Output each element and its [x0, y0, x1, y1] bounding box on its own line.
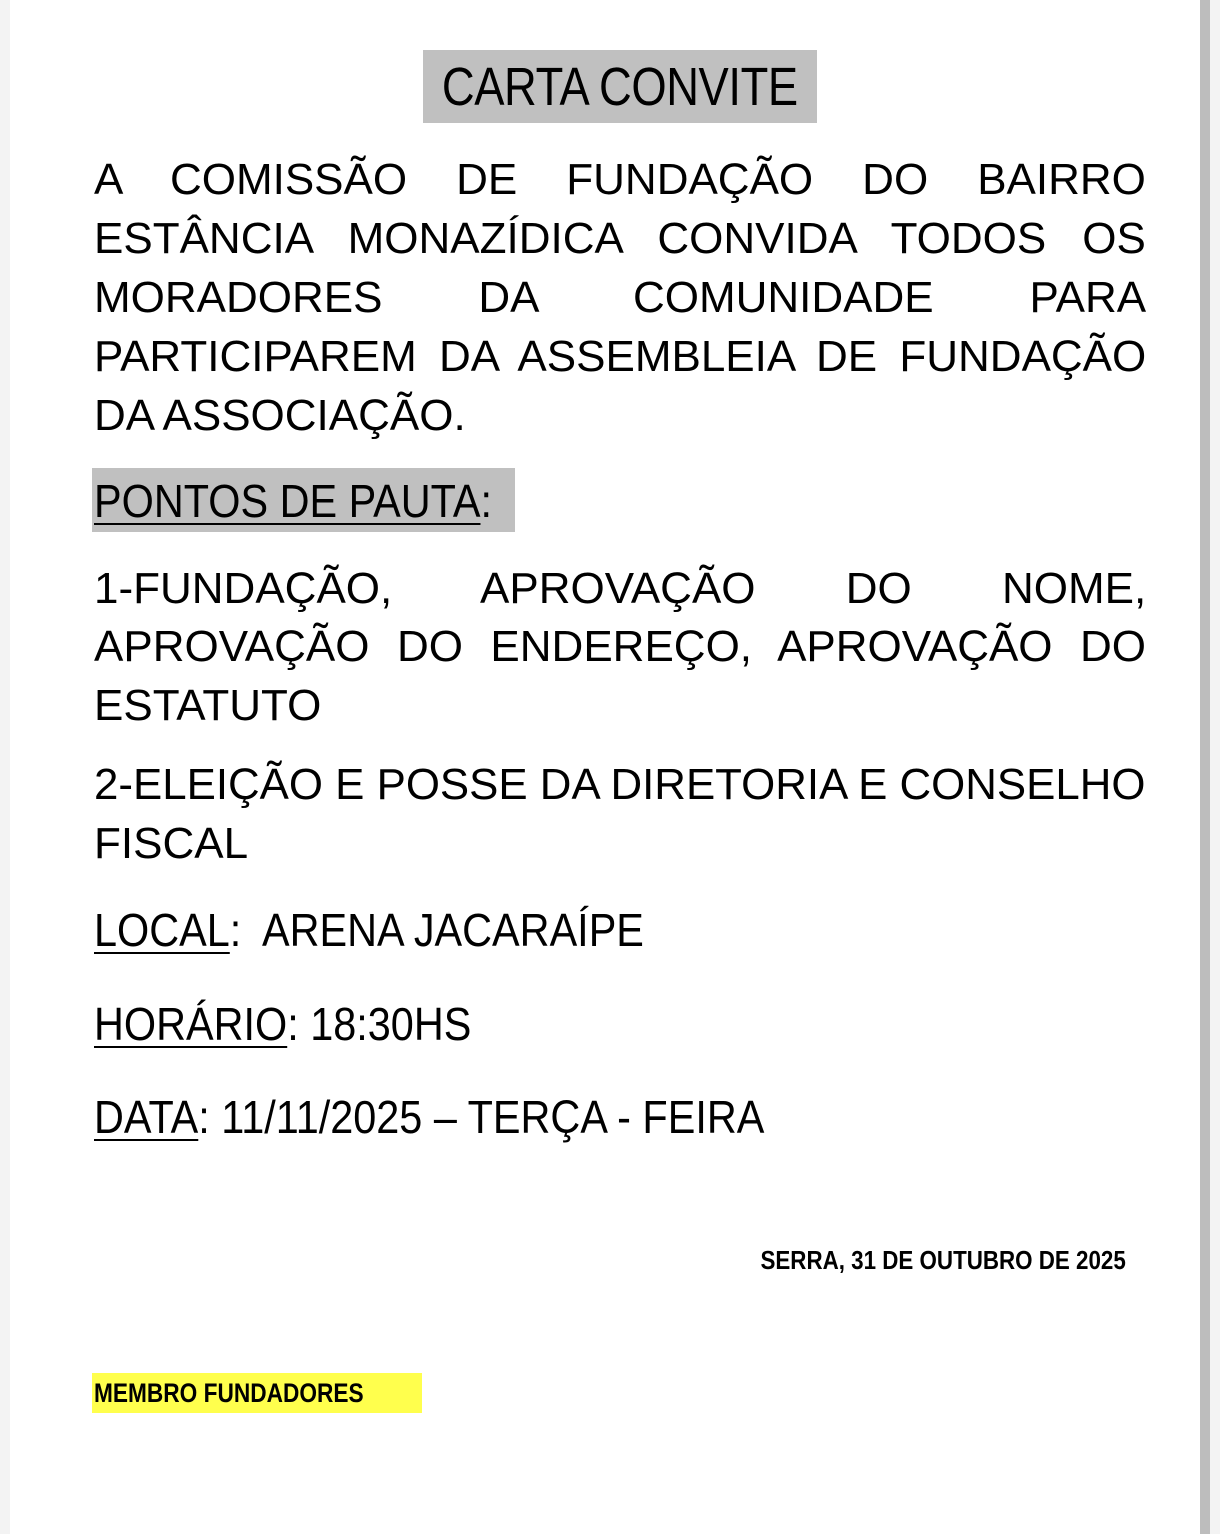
- agenda-item-1-line: ESTATUTO: [94, 681, 322, 730]
- document-title: [423, 50, 817, 123]
- date-label: DATA: [94, 1091, 199, 1143]
- place-date: SERRA, 31 DE OUTUBRO DE 2025: [760, 1245, 1126, 1275]
- signature-highlight: [92, 1373, 422, 1413]
- intro-line: DA ASSOCIAÇÃO.: [94, 391, 466, 440]
- document-page: [10, 0, 1210, 1534]
- agenda-heading: [94, 474, 492, 528]
- local-line: [94, 903, 644, 957]
- local-label: LOCAL: [94, 904, 230, 956]
- intro-line: MORADORES DA COMUNIDADE PARA: [94, 273, 1147, 322]
- time-line: [94, 997, 471, 1051]
- date-value: : 11/11/2025 – TERÇA - FEIRA: [198, 1091, 765, 1143]
- date-line: [94, 1090, 764, 1144]
- agenda-heading-text: PONTOS DE PAUTA: [94, 475, 481, 527]
- agenda-item-1-line: 1-FUNDAÇÃO, APROVAÇÃO DO NOME,: [94, 564, 1147, 613]
- agenda-item-1-line: APROVAÇÃO DO ENDEREÇO, APROVAÇÃO DO: [94, 622, 1147, 671]
- signature: MEMBRO FUNDADORES: [94, 1377, 364, 1408]
- page-edge: [1200, 0, 1210, 1534]
- agenda-item-2-line: 2-ELEIÇÃO E POSSE DA DIRETORIA E CONSELHO: [94, 760, 1146, 809]
- title-text: CARTA CONVITE: [442, 56, 798, 117]
- local-value: : ARENA JACARAÍPE: [229, 904, 644, 956]
- time-value: : 18:30HS: [287, 998, 472, 1050]
- time-label: HORÁRIO: [94, 998, 288, 1050]
- agenda-heading-colon: :: [480, 475, 492, 527]
- agenda-item-2-line: FISCAL: [94, 819, 249, 868]
- intro-line: A COMISSÃO DE FUNDAÇÃO DO BAIRRO: [94, 155, 1146, 204]
- intro-line: PARTICIPAREM DA ASSEMBLEIA DE FUNDAÇÃO: [94, 332, 1147, 381]
- intro-line: ESTÂNCIA MONAZÍDICA CONVIDA TODOS OS: [94, 214, 1146, 263]
